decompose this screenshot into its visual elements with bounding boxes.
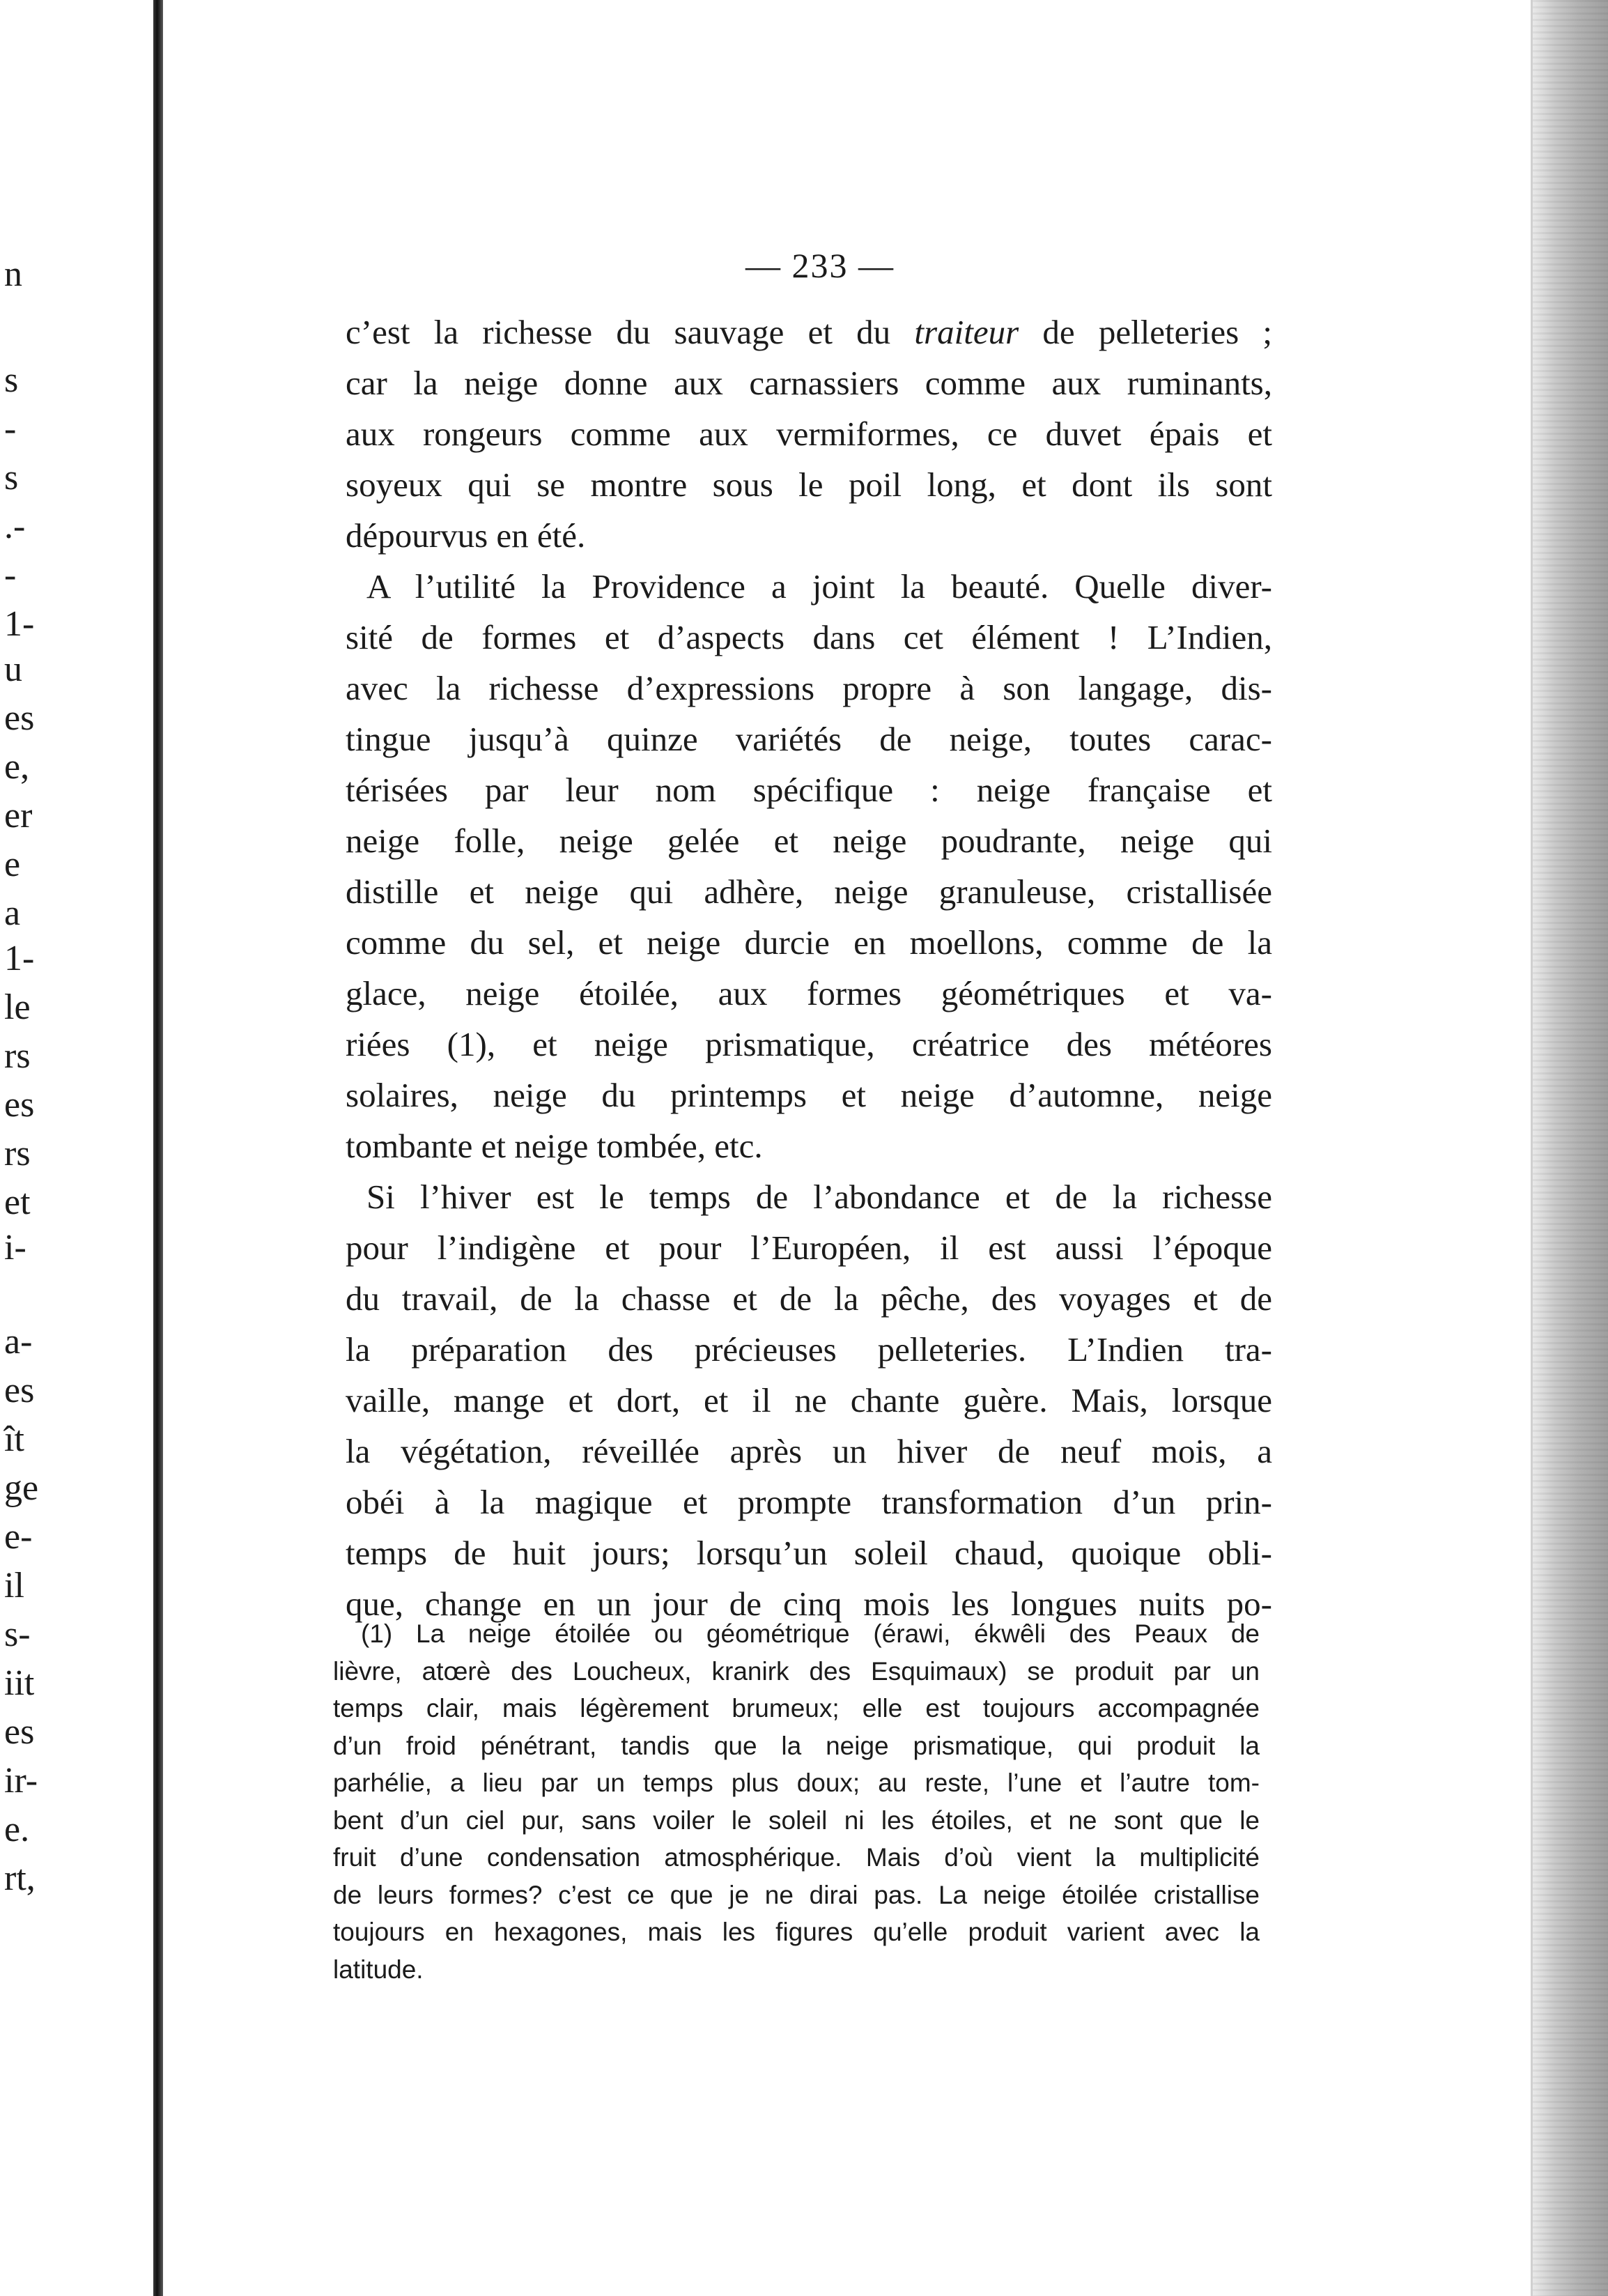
text-line: vaille, mange et dort, et il ne chante guère. Mais, lorsque (346, 1381, 1272, 1419)
facing-page-fragment-text: - (4, 409, 17, 449)
footnote-line: lièvre, atœrè des Loucheux, kranirk des Esquimaux) se produit par un (333, 1656, 1260, 1686)
footnote-line: fruit d’une condensation atmosphérique. Mais d’où vient la multiplicité (333, 1843, 1260, 1872)
facing-page-fragment-text: et (4, 1182, 31, 1222)
text-line: aux rongeurs comme aux vermiformes, ce duvet épais et (346, 415, 1272, 453)
facing-page-fragment-text: 1- (4, 604, 35, 644)
text-line: pour l’indigène et pour l’Européen, il est aussi l’époque (346, 1228, 1272, 1267)
footnote-line: latitude. (333, 1955, 424, 1984)
facing-page-fragment-text: e, (4, 747, 30, 787)
footnote (333, 1615, 1260, 1988)
text-line: car la neige donne aux carnassiers comme aux ruminants, (346, 364, 1272, 402)
facing-page-fragment-text: e- (4, 1517, 33, 1557)
text-line: du travail, de la chasse et de la pêche, des voyages et de (346, 1279, 1272, 1318)
text-line: tombante et neige tombée, etc. (346, 1127, 763, 1165)
text-line: distille et neige qui adhère, neige granuleuse, cristallisée (346, 872, 1272, 911)
text-line: Si l’hiver est le temps de l’abondance et de la richesse (366, 1178, 1272, 1216)
facing-page-fragment-text: es (4, 698, 35, 738)
footnote-line: parhélie, a lieu par un temps plus doux; au reste, l’une et l’autre tom- (333, 1769, 1260, 1797)
text-line: neige folle, neige gelée et neige poudrante, neige qui (346, 822, 1272, 860)
facing-page-fragment-text: es (4, 1712, 35, 1752)
page-number: — 233 — (745, 246, 895, 285)
text-line: que, change en un jour de cinq mois les longues nuits po- (346, 1585, 1272, 1623)
text-line: temps de huit jours; lorsqu’un soleil chaud, quoique obli- (346, 1534, 1272, 1572)
text-line: glace, neige étoilée, aux formes géométriques et va- (346, 974, 1272, 1012)
facing-page-fragment-text: .- (4, 507, 26, 546)
facing-page-fragment-text: - (4, 555, 17, 595)
facing-page-fragment-text: er (4, 796, 33, 835)
facing-page-fragment-text: il (4, 1566, 24, 1605)
footnote-line: bent d’un ciel pur, sans voiler le soleil ni les étoiles, et ne sont que le (333, 1805, 1260, 1835)
facing-page-fragment-text: le (4, 987, 31, 1027)
text-line: riées (1), et neige prismatique, créatrice des météores (346, 1025, 1272, 1063)
text-line: obéi à la magique et prompte transformation d’un prin- (346, 1483, 1272, 1521)
text-line: térisées par leur nom spécifique : neige française et (346, 771, 1272, 809)
text-line: comme du sel, et neige durcie en moellons, comme de la (346, 923, 1272, 962)
text-line: la végétation, réveillée après un hiver de neuf mois, a (346, 1432, 1272, 1470)
facing-page-fragment-text: i- (4, 1228, 26, 1268)
text-line: la préparation des précieuses pelleteries. L’Indien tra- (346, 1330, 1272, 1369)
facing-page-fragment-text: rs (4, 1134, 31, 1173)
facing-page-fragment-text: a (4, 893, 21, 933)
page-gutter (153, 0, 163, 2296)
footnote-line: de leurs formes? c’est ce que je ne dirai pas. La neige étoilée cristallise (333, 1880, 1260, 1909)
facing-page-fragment-text: e. (4, 1810, 30, 1849)
facing-page-fragment-text: es (4, 1371, 35, 1410)
text-line: A l’utilité la Providence a joint la beauté. Quelle diver- (366, 567, 1272, 606)
footnote-line: (1) La neige étoilée ou géométrique (érawi, ékwêli des Peaux de (361, 1619, 1260, 1648)
text-line: soyeux qui se montre sous le poil long, et dont ils sont (346, 465, 1272, 504)
facing-page-fragment-text: 1- (4, 939, 35, 978)
text-line: tingue jusqu’à quinze variétés de neige, toutes carac- (346, 720, 1272, 758)
body-text (346, 307, 1272, 1629)
facing-page-fragment-text: a- (4, 1322, 33, 1362)
facing-page-fragment-text: s- (4, 1615, 31, 1654)
footnote-line: d’un froid pénétrant, tandis que la neige prismatique, qui produit la (333, 1731, 1260, 1760)
text-line: c’est la richesse du sauvage et du traiteur de pelleteries ; (346, 313, 1272, 351)
facing-page-fragment-text: es (4, 1085, 35, 1125)
facing-page-fragment-text: iit (4, 1663, 35, 1703)
facing-page-fragment-text: ît (4, 1419, 24, 1459)
facing-page-fragment-text: s (4, 360, 19, 400)
facing-page-fragment-text: rt, (4, 1858, 36, 1898)
facing-page-fragment-text: s (4, 458, 19, 498)
footnote-line: temps clair, mais légèrement brumeux; elle est toujours accompagnée (333, 1694, 1260, 1723)
facing-page-fragment-text: u (4, 649, 22, 689)
footnote-line: toujours en hexagones, mais les figures qu’elle produit varient avec la (333, 1918, 1260, 1946)
facing-page-fragment-text: ge (4, 1468, 39, 1508)
text-line: dépourvus en été. (346, 516, 586, 555)
facing-page-fragment-text: n (4, 254, 22, 294)
text-line: avec la richesse d’expressions propre à son langage, dis- (346, 669, 1272, 707)
text-line: sité de formes et d’aspects dans cet élément ! L’Indien, (346, 618, 1272, 656)
facing-page-fragment-text: rs (4, 1036, 31, 1076)
facing-page-fragment-text: e (4, 845, 21, 884)
right-page-edge (1533, 0, 1608, 2296)
facing-page-fragment-text: ir- (4, 1761, 38, 1801)
text-line: solaires, neige du printemps et neige d’automne, neige (346, 1076, 1272, 1114)
